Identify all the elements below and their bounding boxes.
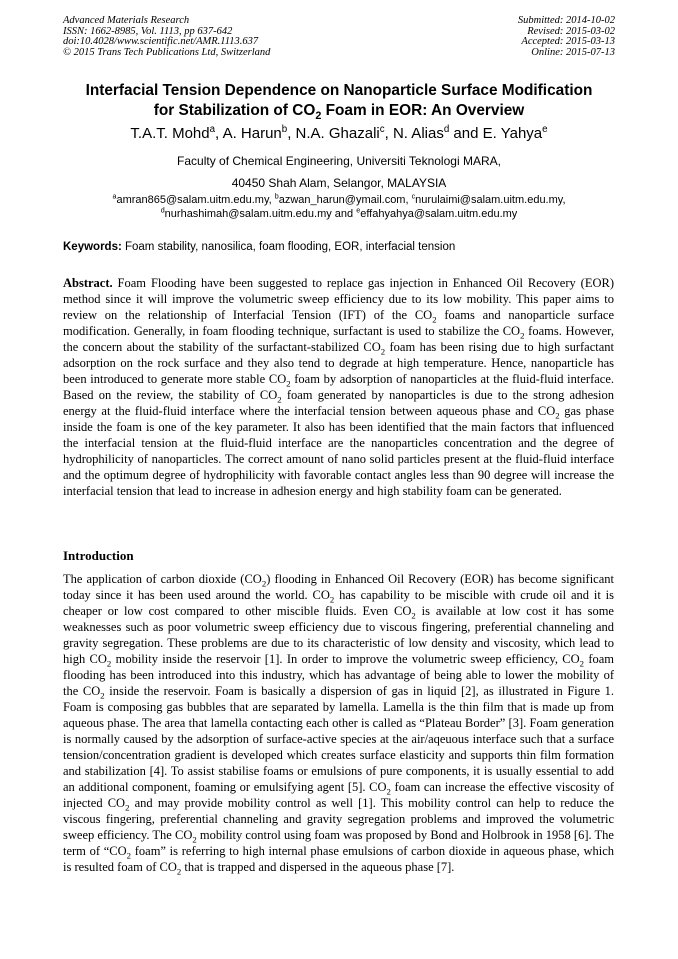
title-text: Foam in EOR: An Overview bbox=[321, 102, 525, 119]
author: E. Yahya$^e$ bbox=[482, 124, 548, 142]
abstract: Abstract. Foam Flooding have been suggested to replace gas injection in Enhanced Oil Recovery (EOR) method since it will improve the volumetric sweep efficiency due to its low mobility. This paper aims to review on the relationship of Interfacial Tension (IFT) of the $CO_2$ foams and nanoparticle surface modification. Generally, in foam flooding technique, surfactant is used to stabilize the $CO_2$ foams. However, the concern about the stability of the surfactant-stabilized $CO_2$ foam has been rising due to high surfactant adsorption on the rock surface and they also tend to degrade at high temperature. Hence, nanoparticle has been introduced to generate more stable $CO_2$ foam by adsorption of nanoparticles at the fluid-fluid interface. Based on the review, the stability of $CO_2$ foam generated by nanoparticles is due to the strong adhesion energy at the fluid-fluid interface where the interfacial tension between aqueous phase and $CO_2$ gas phase inside the foam is one of the key parameter. It also has been identified that the main factors that influenced the interfacial tension at the fluid-fluid interface are the nanoparticles concentration and the degree of hydrophilicity of nanoparticles. The correct amount of nano solid particles present at the fluid-fluid interface and the optimum degree of hydrophilicity with favorable contact angles less than 90 degree will increase the interfacial tension that lead to increase in adhesion energy and high stability foam can be generated. bbox=[63, 276, 615, 498]
journal-copyright: © 2015 Trans Tech Publications Ltd, Switzerland bbox=[63, 46, 271, 58]
author: N. Alias$^d$ and bbox=[392, 124, 483, 142]
introduction-body: The application of carbon dioxide $(CO_2)$ flooding in Enhanced Oil Recovery (EOR) has become significant today since it has been used around the world. $CO_2$ has capability to be miscible with crude oil and it is cheaper or low cost compared to other miscible fluids. Even $CO_2$ is available at low cost it has some weaknesses such as poor volumetric sweep efficiency due to viscous fingering, preferential channeling and gravity segregation. These problems are due to its characteristic of low density and viscosity, which lead to high $CO_2$ mobility inside the reservoir [1]. In order to improve the volumetric sweep efficiency, $CO_2$ foam flooding has been introduced into this industry, which has advantage of being able to lower the mobility of the $CO_2$ inside the reservoir. Foam is basically a dispersion of gas in liquid [2], as illustrated in Figure 1. Foam is composing gas bubbles that are separated by lamella. Lamella is the thin film that is made up from aqueous phase. The area that lamella contacting each other is called as “Plateau Border” [3]. Foam generation is normally caused by the adsorption of surface-active species at the air/aqeuous interface such that a surface tension/concentration gradient is developed which creates surface elasticity and supports thin film formation and stabilization [4]. To assist stabilise foams or emulsions of pure components, it is usually essential to add an additional component, foaming or emulsifying agent [5]. $CO_2$ foam can increase the effective viscosity of injected $CO_2$ and may provide mobility control as well [1]. This mobility control can help to reduce the viscous fingering, preferential channeling and gravity segregation problems and improved the volumetric sweep efficiency. The $CO_2$ mobility control using foam was proposed by Bond and Holbrook in 1958 [6]. The term of “$CO_2$ foam” is referring to high internal phase emulsions of carbon dioxide in aqueous phase, which is resulted foam of $CO_2$ that is trapped and dispersed in the aqueous phase [7]. bbox=[63, 572, 615, 877]
author: N.A. Ghazali$^c$, bbox=[295, 124, 393, 142]
email-line: $^d$nurhashimah@salam.uitm.edu.my and $^e$effahyahya@salam.uitm.edu.my bbox=[160, 206, 518, 220]
section-heading-introduction: Introduction bbox=[63, 548, 134, 563]
title-subscript: 2 bbox=[315, 110, 322, 123]
keywords-text: Foam stability, nanosilica, foam flooding, EOR, interfacial tension bbox=[121, 241, 456, 253]
keywords bbox=[63, 240, 623, 254]
author: A. Harun$^b$, bbox=[222, 124, 296, 142]
paper-title bbox=[40, 81, 638, 121]
affiliation-line: 40450 Shah Alam, Selangor, MALAYSIA bbox=[231, 176, 447, 190]
date-submitted: Submitted: 2014-10-02 bbox=[517, 15, 615, 26]
title-line-1: Interfacial Tension Dependence on Nanoparticle Surface Modification bbox=[85, 82, 593, 99]
abstract-label: Abstract. bbox=[63, 276, 113, 290]
keywords-label: Keywords: bbox=[63, 241, 122, 253]
author: T.A.T. Mohd$^a$, bbox=[130, 124, 223, 142]
journal-header bbox=[63, 16, 270, 58]
affiliation-line: Faculty of Chemical Engineering, Universiti Teknologi MARA, bbox=[177, 154, 501, 168]
date-revised: Revised: 2015-03-02 bbox=[527, 25, 615, 37]
affiliation bbox=[40, 150, 638, 194]
author-emails bbox=[40, 193, 638, 221]
email-line: $^a$amran865@salam.uitm.edu.my, $^b$azwan_harun@ymail.com, $^c$nurulaimi@salam.uitm.edu.my, bbox=[112, 192, 566, 206]
journal-doi: doi:10.4028/www.scientific.net/AMR.1113.637 bbox=[63, 36, 259, 47]
journal-name: Advanced Materials Research bbox=[63, 15, 190, 26]
title-text: for Stabilization of CO bbox=[153, 102, 316, 119]
journal-issn: ISSN: 1662-8985, Vol. 1113, pp 637-642 bbox=[63, 25, 233, 37]
title-line-2 bbox=[40, 101, 638, 121]
dates-header bbox=[518, 16, 615, 58]
author-list bbox=[40, 125, 638, 143]
date-accepted: Accepted: 2015-03-13 bbox=[521, 36, 615, 47]
date-online: Online: 2015-07-13 bbox=[531, 46, 615, 58]
